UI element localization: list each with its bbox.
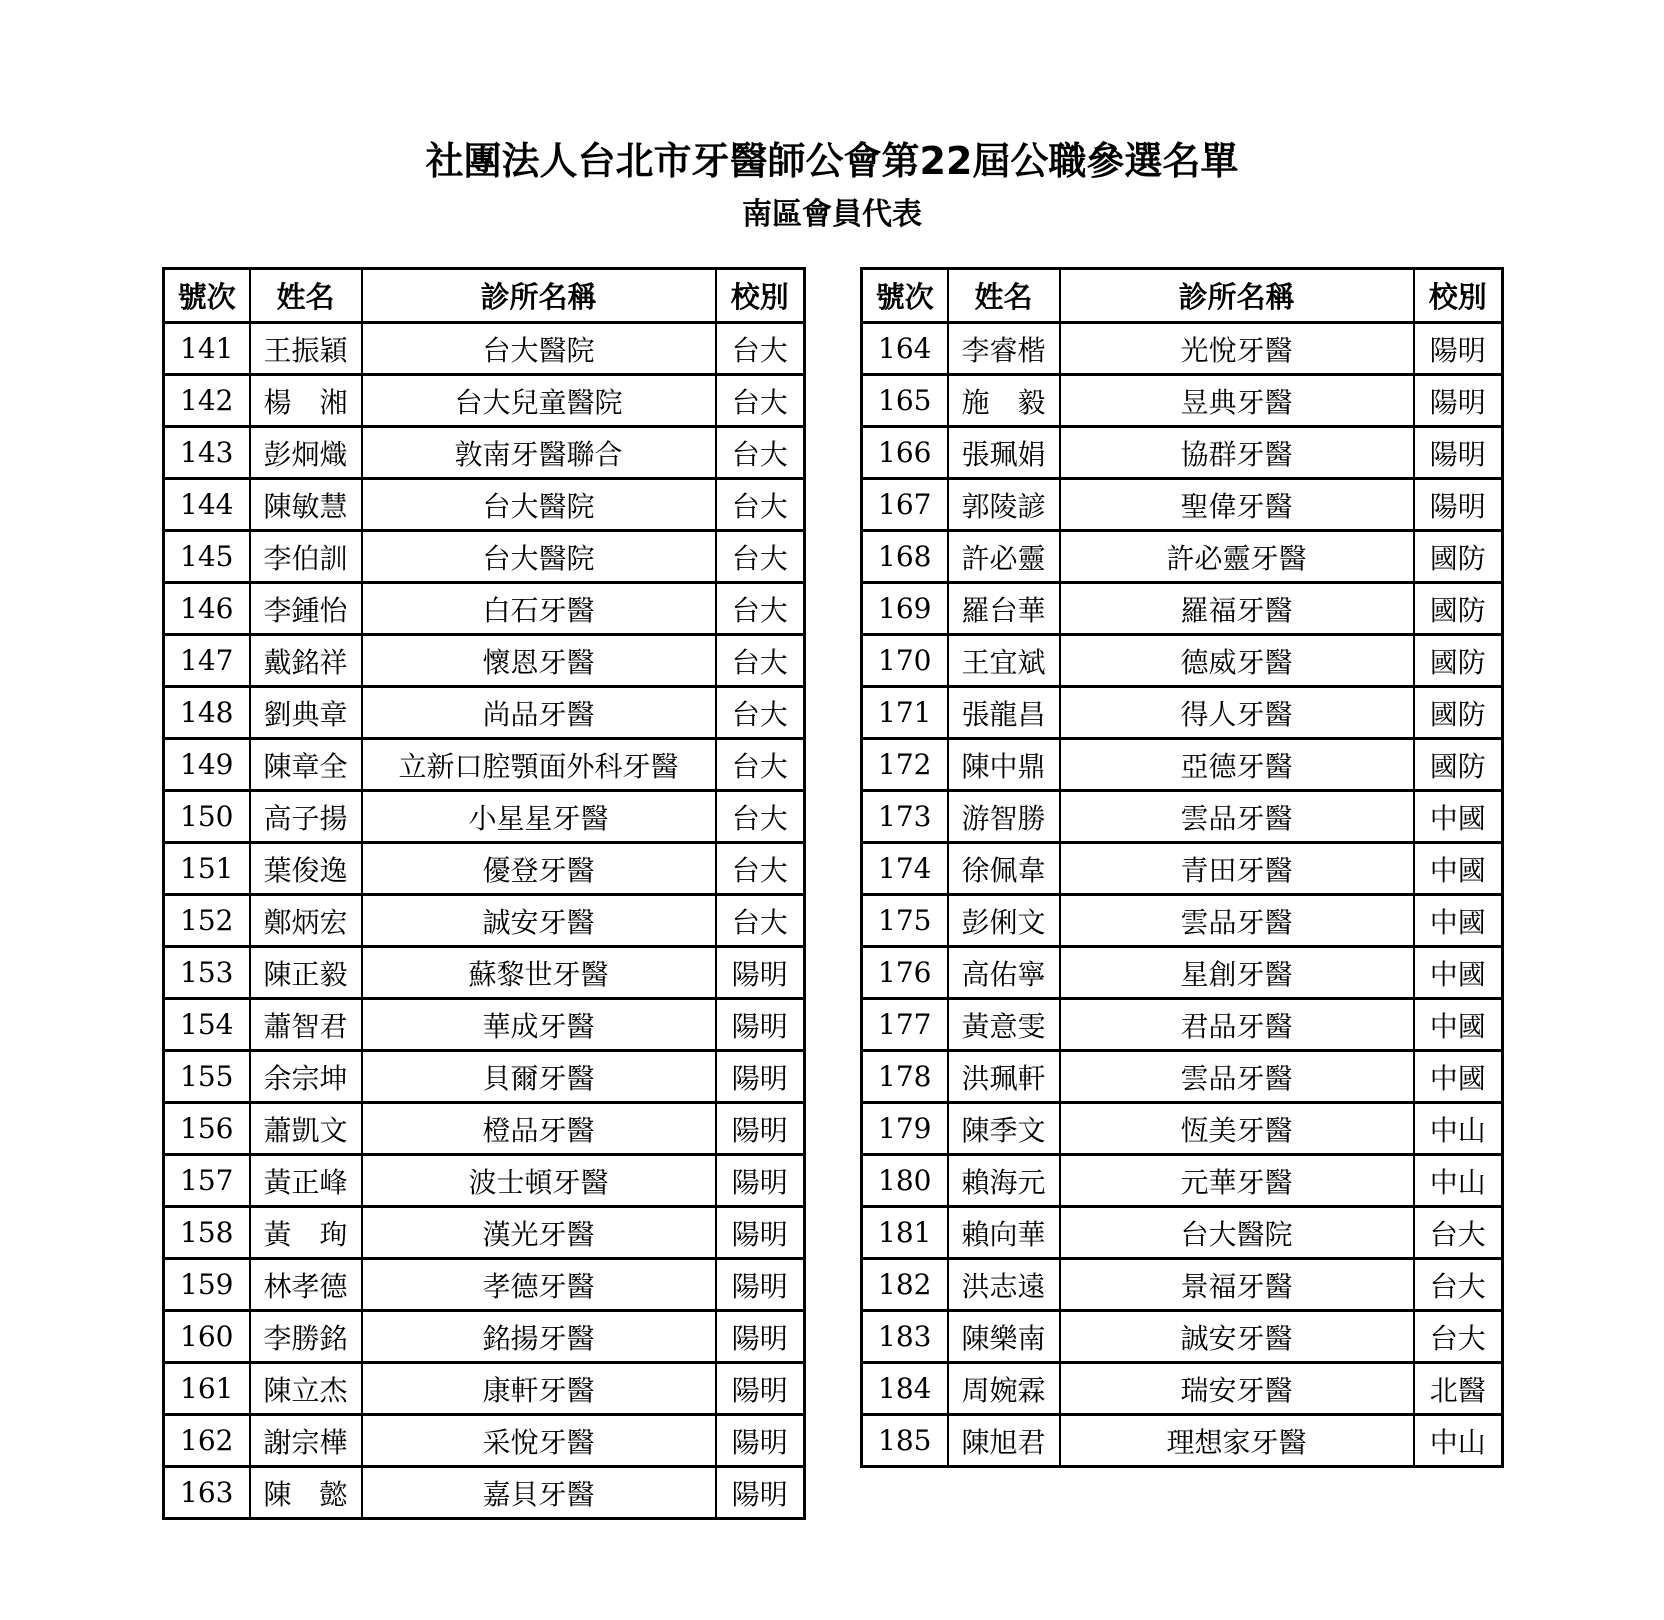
cell-clinic: 聖偉牙醫 xyxy=(1060,479,1414,531)
cell-school: 台大 xyxy=(716,739,805,791)
cell-school: 台大 xyxy=(1414,1259,1503,1311)
cell-number: 155 xyxy=(164,1051,250,1103)
cell-school: 台大 xyxy=(716,427,805,479)
cell-name: 郭陵諺 xyxy=(948,479,1060,531)
table-row xyxy=(862,479,1503,531)
cell-name: 鄭炳宏 xyxy=(250,895,362,947)
cell-number: 141 xyxy=(164,323,250,375)
table-row xyxy=(862,531,1503,583)
cell-clinic: 貝爾牙醫 xyxy=(362,1051,716,1103)
cell-number: 180 xyxy=(862,1155,948,1207)
cell-clinic: 雲品牙醫 xyxy=(1060,791,1414,843)
cell-school: 台大 xyxy=(716,843,805,895)
cell-clinic: 小星星牙醫 xyxy=(362,791,716,843)
cell-school: 陽明 xyxy=(1414,479,1503,531)
cell-name: 余宗坤 xyxy=(250,1051,362,1103)
cell-number: 154 xyxy=(164,999,250,1051)
table-row xyxy=(164,427,805,479)
cell-school: 台大 xyxy=(1414,1207,1503,1259)
cell-clinic: 君品牙醫 xyxy=(1060,999,1414,1051)
cell-number: 156 xyxy=(164,1103,250,1155)
table-row xyxy=(862,1051,1503,1103)
table-row xyxy=(862,583,1503,635)
cell-number: 150 xyxy=(164,791,250,843)
cell-name: 蕭凱文 xyxy=(250,1103,362,1155)
cell-number: 170 xyxy=(862,635,948,687)
cell-name: 黃正峰 xyxy=(250,1155,362,1207)
cell-number: 151 xyxy=(164,843,250,895)
table-row xyxy=(862,1415,1503,1467)
cell-clinic: 優登牙醫 xyxy=(362,843,716,895)
cell-school: 陽明 xyxy=(716,1259,805,1311)
cell-number: 184 xyxy=(862,1363,948,1415)
cell-school: 台大 xyxy=(716,687,805,739)
header-name: 姓名 xyxy=(948,269,1060,323)
cell-clinic: 亞德牙醫 xyxy=(1060,739,1414,791)
table-row xyxy=(862,1155,1503,1207)
cell-school: 台大 xyxy=(716,531,805,583)
cell-name: 洪珮軒 xyxy=(948,1051,1060,1103)
cell-name: 謝宗樺 xyxy=(250,1415,362,1467)
cell-name: 羅台華 xyxy=(948,583,1060,635)
cell-number: 172 xyxy=(862,739,948,791)
table-row xyxy=(164,323,805,375)
cell-school: 陽明 xyxy=(1414,375,1503,427)
table-row xyxy=(164,947,805,999)
cell-number: 174 xyxy=(862,843,948,895)
table-row xyxy=(164,1207,805,1259)
table-row xyxy=(164,583,805,635)
cell-school: 台大 xyxy=(1414,1311,1503,1363)
cell-clinic: 台大醫院 xyxy=(362,323,716,375)
cell-clinic: 漢光牙醫 xyxy=(362,1207,716,1259)
cell-number: 177 xyxy=(862,999,948,1051)
cell-school: 國防 xyxy=(1414,531,1503,583)
cell-clinic: 元華牙醫 xyxy=(1060,1155,1414,1207)
cell-number: 160 xyxy=(164,1311,250,1363)
header-school: 校別 xyxy=(1414,269,1503,323)
table-row xyxy=(164,635,805,687)
cell-number: 146 xyxy=(164,583,250,635)
cell-number: 145 xyxy=(164,531,250,583)
cell-name: 高佑寧 xyxy=(948,947,1060,999)
cell-school: 中國 xyxy=(1414,947,1503,999)
cell-clinic: 華成牙醫 xyxy=(362,999,716,1051)
cell-number: 182 xyxy=(862,1259,948,1311)
cell-number: 176 xyxy=(862,947,948,999)
cell-name: 高子揚 xyxy=(250,791,362,843)
cell-name: 洪志遠 xyxy=(948,1259,1060,1311)
header-number: 號次 xyxy=(164,269,250,323)
cell-number: 148 xyxy=(164,687,250,739)
cell-name: 黃意雯 xyxy=(948,999,1060,1051)
cell-school: 陽明 xyxy=(1414,323,1503,375)
cell-school: 陽明 xyxy=(716,1467,805,1519)
cell-clinic: 敦南牙醫聯合 xyxy=(362,427,716,479)
cell-number: 178 xyxy=(862,1051,948,1103)
header-school: 校別 xyxy=(716,269,805,323)
cell-number: 159 xyxy=(164,1259,250,1311)
cell-name: 賴向華 xyxy=(948,1207,1060,1259)
cell-number: 179 xyxy=(862,1103,948,1155)
cell-school: 台大 xyxy=(716,479,805,531)
cell-name: 彭俐文 xyxy=(948,895,1060,947)
table-row xyxy=(164,1363,805,1415)
cell-name: 李勝銘 xyxy=(250,1311,362,1363)
cell-name: 李伯訓 xyxy=(250,531,362,583)
cell-school: 陽明 xyxy=(1414,427,1503,479)
table-row xyxy=(862,947,1503,999)
cell-number: 173 xyxy=(862,791,948,843)
cell-number: 144 xyxy=(164,479,250,531)
table-row xyxy=(862,1259,1503,1311)
table-row xyxy=(862,895,1503,947)
cell-school: 國防 xyxy=(1414,635,1503,687)
table-row xyxy=(164,791,805,843)
cell-number: 149 xyxy=(164,739,250,791)
cell-school: 陽明 xyxy=(716,1207,805,1259)
cell-number: 161 xyxy=(164,1363,250,1415)
cell-name: 許必靈 xyxy=(948,531,1060,583)
cell-name: 游智勝 xyxy=(948,791,1060,843)
cell-clinic: 懷恩牙醫 xyxy=(362,635,716,687)
table-row xyxy=(862,999,1503,1051)
cell-clinic: 景福牙醫 xyxy=(1060,1259,1414,1311)
cell-school: 陽明 xyxy=(716,1415,805,1467)
cell-name: 彭炯熾 xyxy=(250,427,362,479)
cell-name: 林孝德 xyxy=(250,1259,362,1311)
cell-clinic: 許必靈牙醫 xyxy=(1060,531,1414,583)
cell-number: 157 xyxy=(164,1155,250,1207)
table-row xyxy=(164,1103,805,1155)
cell-clinic: 尚品牙醫 xyxy=(362,687,716,739)
cell-school: 台大 xyxy=(716,375,805,427)
cell-clinic: 白石牙醫 xyxy=(362,583,716,635)
cell-number: 171 xyxy=(862,687,948,739)
table-row xyxy=(164,479,805,531)
cell-clinic: 波士頓牙醫 xyxy=(362,1155,716,1207)
cell-school: 陽明 xyxy=(716,1103,805,1155)
table-row xyxy=(164,1051,805,1103)
cell-name: 陳樂南 xyxy=(948,1311,1060,1363)
cell-school: 台大 xyxy=(716,323,805,375)
cell-school: 台大 xyxy=(716,583,805,635)
cell-name: 陳章全 xyxy=(250,739,362,791)
cell-clinic: 誠安牙醫 xyxy=(362,895,716,947)
cell-number: 166 xyxy=(862,427,948,479)
table-row xyxy=(862,1311,1503,1363)
cell-name: 陳正毅 xyxy=(250,947,362,999)
cell-clinic: 台大醫院 xyxy=(362,531,716,583)
cell-school: 中國 xyxy=(1414,843,1503,895)
cell-school: 中國 xyxy=(1414,791,1503,843)
cell-clinic: 銘揚牙醫 xyxy=(362,1311,716,1363)
table-row xyxy=(164,739,805,791)
cell-clinic: 采悅牙醫 xyxy=(362,1415,716,1467)
cell-school: 國防 xyxy=(1414,739,1503,791)
table-row xyxy=(164,1467,805,1519)
table-row xyxy=(164,895,805,947)
cell-clinic: 瑞安牙醫 xyxy=(1060,1363,1414,1415)
cell-school: 陽明 xyxy=(716,1363,805,1415)
table-row xyxy=(164,843,805,895)
cell-name: 張珮娟 xyxy=(948,427,1060,479)
table-row xyxy=(862,687,1503,739)
cell-clinic: 立新口腔顎面外科牙醫 xyxy=(362,739,716,791)
cell-clinic: 羅福牙醫 xyxy=(1060,583,1414,635)
cell-number: 142 xyxy=(164,375,250,427)
table-row xyxy=(862,427,1503,479)
cell-clinic: 蘇黎世牙醫 xyxy=(362,947,716,999)
cell-clinic: 恆美牙醫 xyxy=(1060,1103,1414,1155)
cell-school: 陽明 xyxy=(716,1155,805,1207)
cell-number: 165 xyxy=(862,375,948,427)
cell-name: 劉典章 xyxy=(250,687,362,739)
cell-school: 陽明 xyxy=(716,1311,805,1363)
document-subtitle: 南區會員代表 xyxy=(742,197,922,232)
cell-school: 國防 xyxy=(1414,687,1503,739)
table-row xyxy=(164,1415,805,1467)
table-row xyxy=(164,999,805,1051)
table-row xyxy=(164,531,805,583)
table-header-row xyxy=(164,269,805,323)
cell-name: 施 毅 xyxy=(948,375,1060,427)
cell-school: 中國 xyxy=(1414,999,1503,1051)
cell-number: 168 xyxy=(862,531,948,583)
table-row xyxy=(164,1259,805,1311)
cell-clinic: 雲品牙醫 xyxy=(1060,895,1414,947)
cell-number: 153 xyxy=(164,947,250,999)
cell-number: 175 xyxy=(862,895,948,947)
cell-name: 蕭智君 xyxy=(250,999,362,1051)
cell-clinic: 得人牙醫 xyxy=(1060,687,1414,739)
cell-name: 陳旭君 xyxy=(948,1415,1060,1467)
cell-number: 162 xyxy=(164,1415,250,1467)
table-row xyxy=(862,323,1503,375)
cell-name: 陳立杰 xyxy=(250,1363,362,1415)
cell-school: 陽明 xyxy=(716,947,805,999)
header-number: 號次 xyxy=(862,269,948,323)
cell-clinic: 協群牙醫 xyxy=(1060,427,1414,479)
cell-name: 李鍾怡 xyxy=(250,583,362,635)
table-row xyxy=(164,375,805,427)
cell-school: 中國 xyxy=(1414,895,1503,947)
cell-number: 167 xyxy=(862,479,948,531)
table-body-left xyxy=(164,323,805,1519)
header-clinic: 診所名稱 xyxy=(1060,269,1414,323)
table-row xyxy=(862,791,1503,843)
cell-name: 王宜斌 xyxy=(948,635,1060,687)
cell-name: 張龍昌 xyxy=(948,687,1060,739)
cell-name: 楊 湘 xyxy=(250,375,362,427)
table-row xyxy=(862,1363,1503,1415)
table-row xyxy=(862,739,1503,791)
cell-name: 黃 珣 xyxy=(250,1207,362,1259)
cell-school: 台大 xyxy=(716,635,805,687)
candidate-table-left xyxy=(162,267,806,1520)
table-row xyxy=(862,635,1503,687)
cell-clinic: 昱典牙醫 xyxy=(1060,375,1414,427)
cell-school: 台大 xyxy=(716,895,805,947)
cell-number: 183 xyxy=(862,1311,948,1363)
header-clinic: 診所名稱 xyxy=(362,269,716,323)
cell-clinic: 德威牙醫 xyxy=(1060,635,1414,687)
cell-name: 陳敏慧 xyxy=(250,479,362,531)
table-row xyxy=(862,1103,1503,1155)
cell-name: 陳 懿 xyxy=(250,1467,362,1519)
cell-clinic: 台大醫院 xyxy=(1060,1207,1414,1259)
cell-number: 158 xyxy=(164,1207,250,1259)
document-title: 社團法人台北市牙醫師公會第22屆公職參選名單 xyxy=(425,139,1239,184)
cell-school: 中山 xyxy=(1414,1155,1503,1207)
cell-school: 陽明 xyxy=(716,1051,805,1103)
cell-number: 164 xyxy=(862,323,948,375)
table-row xyxy=(862,1207,1503,1259)
cell-school: 中山 xyxy=(1414,1103,1503,1155)
cell-clinic: 台大醫院 xyxy=(362,479,716,531)
cell-school: 陽明 xyxy=(716,999,805,1051)
cell-clinic: 誠安牙醫 xyxy=(1060,1311,1414,1363)
table-body-right xyxy=(862,323,1503,1467)
cell-number: 163 xyxy=(164,1467,250,1519)
table-row xyxy=(862,375,1503,427)
cell-number: 147 xyxy=(164,635,250,687)
cell-school: 台大 xyxy=(716,791,805,843)
table-row xyxy=(862,843,1503,895)
cell-name: 戴銘祥 xyxy=(250,635,362,687)
cell-number: 181 xyxy=(862,1207,948,1259)
cell-number: 152 xyxy=(164,895,250,947)
cell-clinic: 雲品牙醫 xyxy=(1060,1051,1414,1103)
cell-clinic: 理想家牙醫 xyxy=(1060,1415,1414,1467)
cell-name: 李睿楷 xyxy=(948,323,1060,375)
cell-clinic: 星創牙醫 xyxy=(1060,947,1414,999)
candidate-table-right xyxy=(860,267,1504,1468)
cell-clinic: 康軒牙醫 xyxy=(362,1363,716,1415)
table-row xyxy=(164,1155,805,1207)
table-row xyxy=(164,1311,805,1363)
cell-clinic: 嘉貝牙醫 xyxy=(362,1467,716,1519)
cell-name: 陳中鼎 xyxy=(948,739,1060,791)
cell-name: 王振穎 xyxy=(250,323,362,375)
cell-clinic: 光悅牙醫 xyxy=(1060,323,1414,375)
cell-name: 葉俊逸 xyxy=(250,843,362,895)
cell-number: 185 xyxy=(862,1415,948,1467)
cell-school: 中山 xyxy=(1414,1415,1503,1467)
table-row xyxy=(164,687,805,739)
cell-clinic: 孝德牙醫 xyxy=(362,1259,716,1311)
cell-clinic: 青田牙醫 xyxy=(1060,843,1414,895)
cell-clinic: 橙品牙醫 xyxy=(362,1103,716,1155)
table-header-row xyxy=(862,269,1503,323)
cell-number: 169 xyxy=(862,583,948,635)
cell-school: 北醫 xyxy=(1414,1363,1503,1415)
cell-name: 賴海元 xyxy=(948,1155,1060,1207)
cell-clinic: 台大兒童醫院 xyxy=(362,375,716,427)
cell-number: 143 xyxy=(164,427,250,479)
cell-name: 徐佩韋 xyxy=(948,843,1060,895)
cell-name: 周婉霖 xyxy=(948,1363,1060,1415)
cell-school: 中國 xyxy=(1414,1051,1503,1103)
cell-school: 國防 xyxy=(1414,583,1503,635)
cell-name: 陳季文 xyxy=(948,1103,1060,1155)
header-name: 姓名 xyxy=(250,269,362,323)
